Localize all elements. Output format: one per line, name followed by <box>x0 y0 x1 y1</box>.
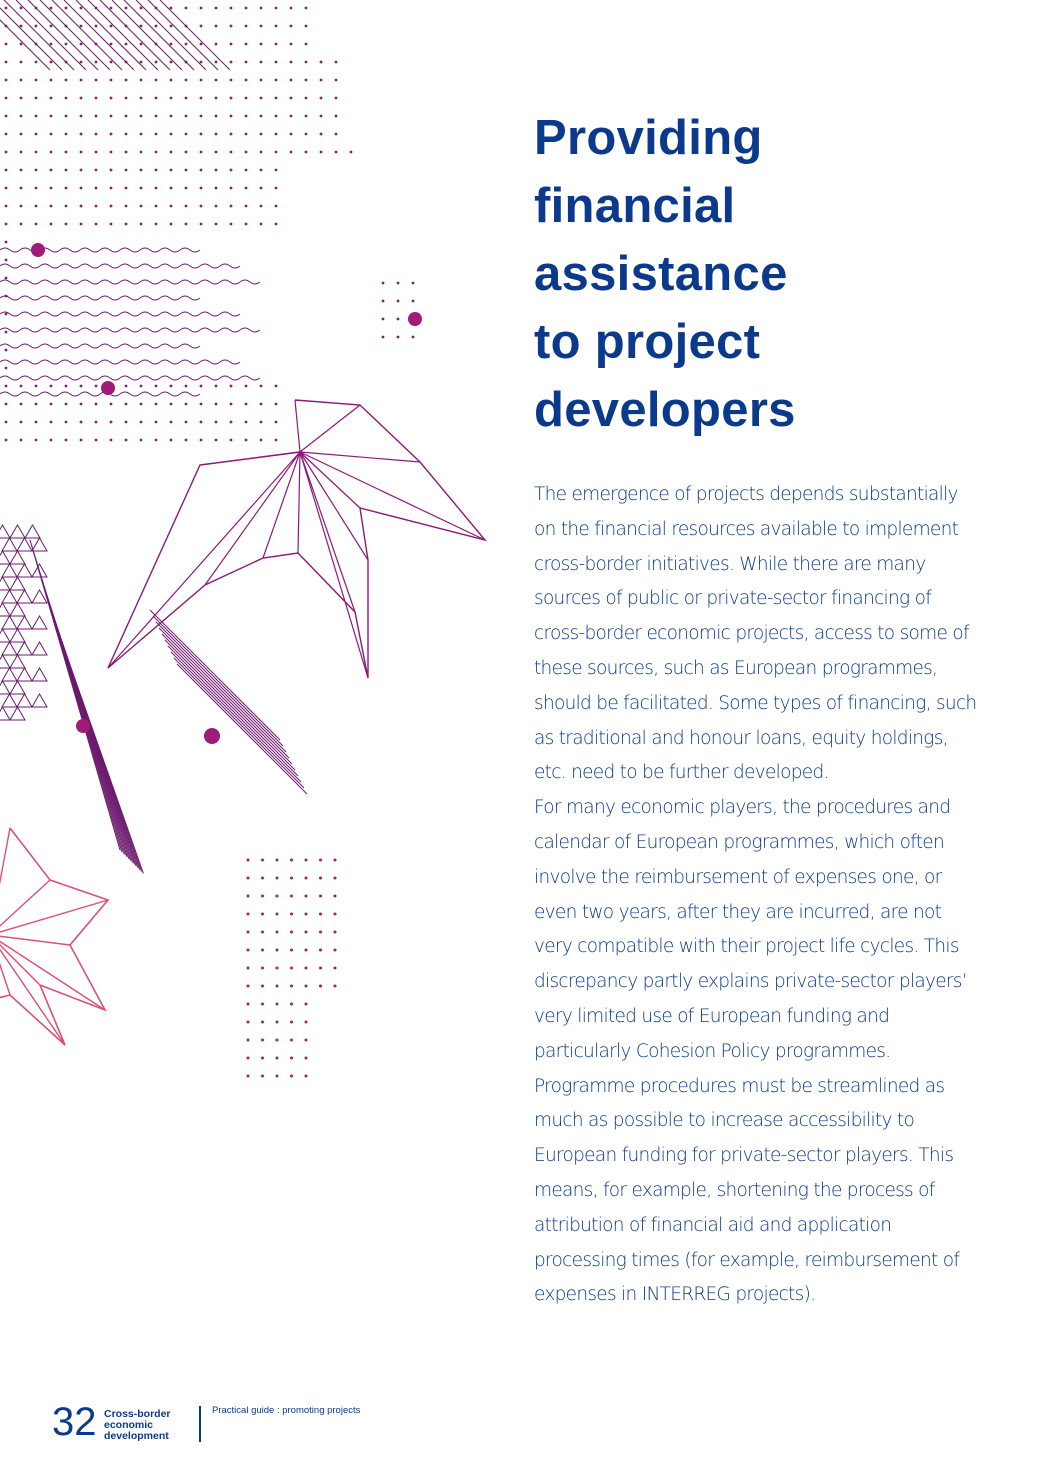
diagonal-hatch-lines <box>30 540 307 873</box>
paragraph: The emergence of projects depends substantially on the financial resources available to implement cross-border initiatives. While there are many sources of public or private-sector financing of cross-border economic projects, access to some of these sources, such as European programmes, should be facilitated. Some types of financing, such as traditional and honour loans, equity holdings, etc. need to be further developed. <box>534 484 977 784</box>
dot-grid-pattern-bottom <box>247 859 337 1078</box>
accent-dots <box>31 243 422 744</box>
section-name: Cross-border economic development <box>104 1408 171 1442</box>
decorative-illustration <box>0 0 520 1120</box>
dot-grid-pattern-small <box>382 282 415 339</box>
guide-name: Practical guide : promoting projects <box>212 1405 361 1416</box>
page-number: 32 <box>52 1400 97 1444</box>
triangle-mesh-pattern <box>0 525 47 720</box>
page-title: Providing financial assistance to project developers <box>534 111 796 437</box>
paragraph: For many economic players, the procedures and calendar of European programmes, which often involve the reimbursement of expenses one, or even two years, after they are incurred, are not very compatible with their project life cycles. This discrepancy partly explains private-sector players’ very limited use of European funding and particularly Cohesion Policy programmes. Programme procedures must be streamlined as much as possible to increase accessibility to European funding for private-sector players. This means, for example, shortening the process of attribution of financial aid and application processing times (for example, reimbursement of expenses in INTERREG projects). <box>534 797 967 1306</box>
polygon-star-pink <box>0 828 108 1045</box>
diagonal-hatch-top <box>0 0 230 70</box>
footer-divider <box>199 1406 201 1442</box>
body-text <box>534 478 984 1313</box>
dot-grid-pattern-top <box>5 7 353 442</box>
wave-lines-pattern <box>0 248 260 396</box>
